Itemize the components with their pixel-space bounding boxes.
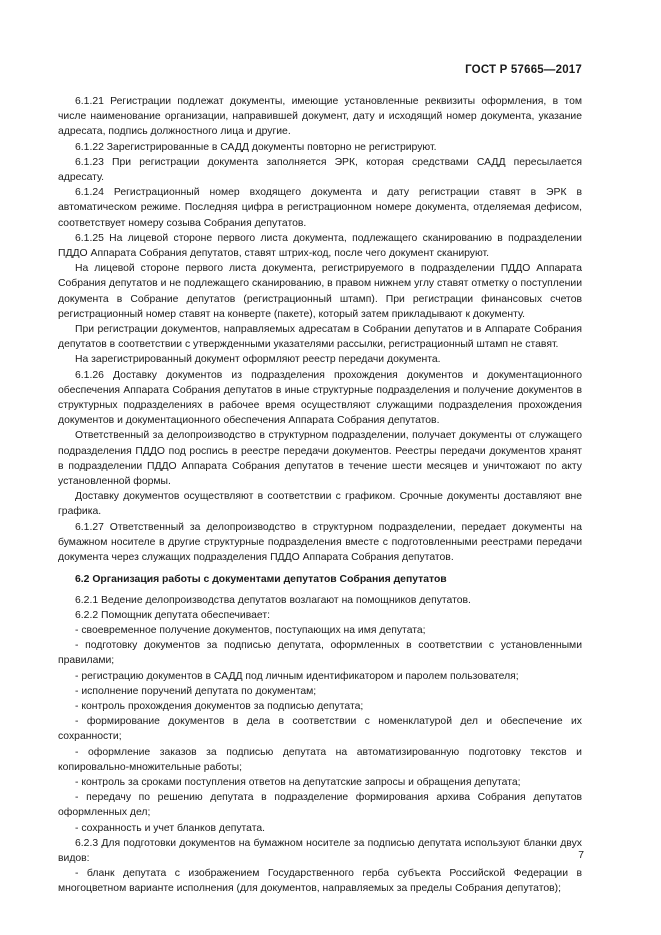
paragraph: При регистрации документов, направляемых адресатам в Собрании депутатов и в Аппарате Собрания депутатов в соответствии с утвержденными указателями рассылки, регистрационный штамп не ставят. <box>58 324 582 351</box>
paragraph: Доставку документов осуществляют в соответствии с графиком. Срочные документы доставляют вне графика. <box>58 491 582 518</box>
document-body <box>58 94 582 897</box>
list-item: - передачу по решению депутата в подразделение формирования архива Собрания депутатов оформленных дел; <box>58 792 582 819</box>
paragraph-6-2-3: 6.2.3 Для подготовки документов на бумажном носителе за подписью депутата используют бланки двух видов: <box>58 837 582 864</box>
paragraph: Ответственный за делопроизводство в структурном подразделении, получает документы от служащего подразделения ПДДО под роспись в реестре передачи документов. Реестры передачи документов хранят в подразделении ПДДО Аппарата Собрания депутатов в течение шести месяцев и уничтожают по акту установленной формы. <box>58 430 582 488</box>
paragraph-6-1-27: 6.1.27 Ответственный за делопроизводство в структурном подразделении, передает документы на бумажном носителе в другие структурные подразделения вместе с подготовленными реестрами передачи документа через служащих подразделения ПДДО Аппарата Собрания депутатов. <box>58 521 582 564</box>
list-item: - контроль прохождения документов за подписью депутата; <box>75 700 364 712</box>
list-item: - формирование документов в дела в соответствии с номенклатурой дел и обеспечение их сохранности; <box>58 716 582 743</box>
list-item: - сохранность и учет бланков депутата. <box>75 822 266 834</box>
document-code-header: ГОСТ Р 57665—2017 <box>465 64 582 76</box>
list-item: - контроль за сроками поступления ответов на депутатские запросы и обращения депутата; <box>75 776 521 788</box>
list-item: - исполнение поручений депутата по документам; <box>75 685 317 697</box>
paragraph-6-1-23: 6.1.23 При регистрации документа заполняется ЭРК, которая средствами САДД пересылается адресату. <box>58 156 582 184</box>
list-item: - регистрацию документов в САДД под личным идентификатором и паролем пользователя; <box>75 670 519 682</box>
paragraph: На зарегистрированный документ оформляют реестр передачи документа. <box>75 354 441 366</box>
paragraph-6-1-21: 6.1.21 Регистрации подлежат документы, имеющие установленные реквизиты оформления, в том числе наименование организации, направившей документ, дату и исходящий номер документа, указание адресата, подпись должностного лица и другие. <box>58 96 582 138</box>
paragraph-6-1-25: 6.1.25 На лицевой стороне первого листа документа, подлежащего сканированию в подразделении ПДДО Аппарата Собрания депутатов, ставят штрих-код, после чего документ сканируют. <box>58 232 582 260</box>
page-number: 7 <box>578 850 584 861</box>
paragraph-6-2-1: 6.2.1 Ведение делопроизводства депутатов возлагают на помощников депутатов. <box>75 594 471 606</box>
paragraph-6-1-22: 6.1.22 Зарегистрированные в САДД документы повторно не регистрируют. <box>75 141 437 153</box>
paragraph-6-1-26: 6.1.26 Доставку документов из подразделения прохождения документов и документационного обеспечения Аппарата Собрания депутатов в иные структурные подразделения и получение документов в структурных подразделениях в рабочее время осуществляют служащими подразделения прохождения документов и документационного обеспечения Аппарата Собрания депутатов. <box>58 369 582 427</box>
list-item: - своевременное получение документов, поступающих на имя депутата; <box>75 624 426 636</box>
section-heading-6-2: 6.2 Организация работы с документами депутатов Собрания депутатов <box>75 574 447 586</box>
paragraph-6-1-24: 6.1.24 Регистрационный номер входящего документа и дату регистрации ставят в ЭРК в автоматическом режиме. Последняя цифра в регистрационном номере документа, отделяемая дефисом, соответствует номеру созыва Собрания депутатов. <box>58 187 582 229</box>
paragraph: На лицевой стороне первого листа документа, регистрируемого в подразделении ПДДО Аппарата Собрания депутатов и не подлежащего сканированию, в правом нижнем углу ставят отметку о поступлении документа в Собрание депутатов (регистрационный штамп). При регистрации финансовых счетов регистрационный номер ставят на конверте (пакете), который затем прикладывают к документу. <box>58 263 582 320</box>
paragraph-6-2-2: 6.2.2 Помощник депутата обеспечивает: <box>75 609 270 621</box>
list-item: - бланк депутата с изображением Государственного герба субъекта Российской Федерации в многоцветном варианте исполнения (для документов, направляемых за пределы Собрания депутатов); <box>58 868 582 895</box>
list-item: - оформление заказов за подписью депутата на автоматизированную подготовку текстов и копировально-множительные работы; <box>58 746 582 773</box>
list-item: - подготовку документов за подписью депутата, оформленных в соответствии с установленными правилами; <box>58 640 582 667</box>
